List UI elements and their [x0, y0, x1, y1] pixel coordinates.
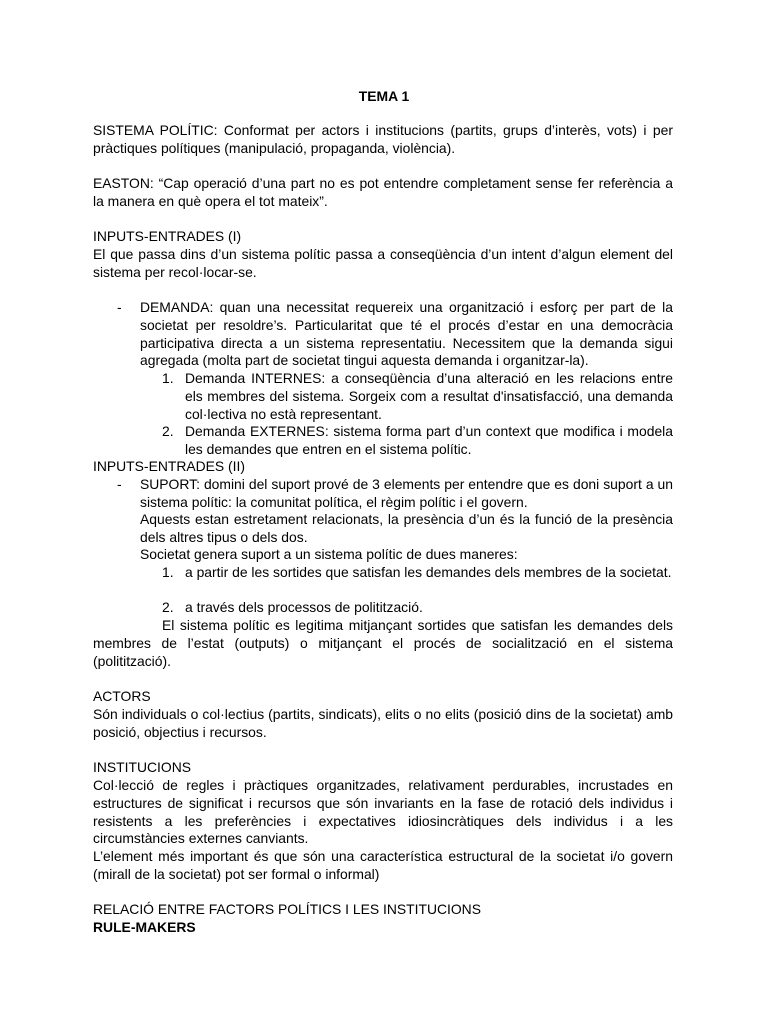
paragraph-inputs-1-intro: El que passa dins d’un sistema polític passa a conseqüència d’un intent d’algun element del sistema per recol·locar-se.	[93, 246, 673, 280]
section-heading-rule-makers: RULE-MAKERS	[93, 919, 196, 935]
paragraph-sistema-politic: SISTEMA POLÍTIC: Conformat per actors i institucions (partits, grups d’interès, vots) i per pràctiques polítiques (manipulació, propaganda, violència).	[93, 122, 673, 156]
paragraph-suport-maneres: Societat genera suport a un sistema polític de dues maneres:	[140, 546, 518, 562]
section-heading-institucions: INSTITUCIONS	[93, 759, 192, 775]
section-heading-inputs-2: INPUTS-ENTRADES (II)	[93, 458, 246, 474]
page-title: TEMA 1	[358, 88, 410, 104]
paragraph-legitimacio: El sistema polític es legitima mitjançant sortides que satisfan les demandes dels membres de l’estat (outputs) o mitjançant el procés de socialització en el sistema (politització).	[93, 617, 673, 669]
paragraph-suport: SUPORT: domini del suport prové de 3 elements per entendre que es doni suport a un sistema polític: la comunitat política, el règim polític i el govern.	[140, 476, 673, 510]
section-heading-actors: ACTORS	[93, 688, 151, 704]
paragraph-suport-relacio: Aquests estan estretament relacionats, la presència d’un és la funció de la presència dels altres tipus o dels dos.	[140, 511, 673, 545]
list-number: 2.	[162, 599, 174, 615]
list-bullet: -	[117, 476, 122, 492]
list-number: 1.	[162, 564, 174, 580]
list-item-demanda-internes: Demanda INTERNES: a conseqüència d’una alteració en les relacions entre els membres del sistema. Sorgeix com a resultat d'insatisfacció, una demanda col·lectiva no està representant.	[185, 370, 673, 422]
paragraph-demanda: DEMANDA: quan una necessitat requereix una organització i esforç per part de la societat per resoldre’s. Particularitat que té el procés d’estar en una democràcia participativa directa a un sistema representatiu. Necessitem que la demanda sigui agregada (molta part de societat tingui aquesta demanda i organitzar-la).	[140, 299, 673, 369]
list-item-demanda-externes: Demanda EXTERNES: sistema forma part d’un context que modifica i modela les demandes que entren en el sistema polític.	[185, 423, 673, 457]
list-item-polititzacio: a través dels processos de politització.	[185, 599, 423, 615]
paragraph-easton: EASTON: “Cap operació d’una part no es pot entendre completament sense fer referència a la manera en què opera el tot mateix”.	[93, 175, 673, 209]
section-heading-inputs-1: INPUTS-ENTRADES (I)	[93, 228, 242, 244]
paragraph-institucions: Col·lecció de regles i pràctiques organitzades, relativament perdurables, incrustades en estructures de significat i recursos que són invariants en la fase de rotació dels individus i resistents a les preferències i expectatives idiosincràtiques dels individus i a les circumstàncies externes canviants.	[93, 777, 673, 847]
section-heading-relacio: RELACIÓ ENTRE FACTORS POLÍTICS I LES INSTITUCIONS	[93, 901, 481, 917]
list-item-sortides: a partir de les sortides que satisfan les demandes dels membres de la societat.	[185, 564, 672, 580]
list-number: 1.	[162, 370, 174, 386]
paragraph-institucions-element: L’element més important és que són una característica estructural de la societat i/o govern (mirall de la societat) pot ser formal o informal)	[93, 848, 673, 882]
list-bullet: -	[117, 299, 122, 315]
list-number: 2.	[162, 423, 174, 439]
paragraph-actors: Són individuals o col·lectius (partits, sindicats), elits o no elits (posició dins de la societat) amb posició, objectius i recursos.	[93, 706, 673, 740]
